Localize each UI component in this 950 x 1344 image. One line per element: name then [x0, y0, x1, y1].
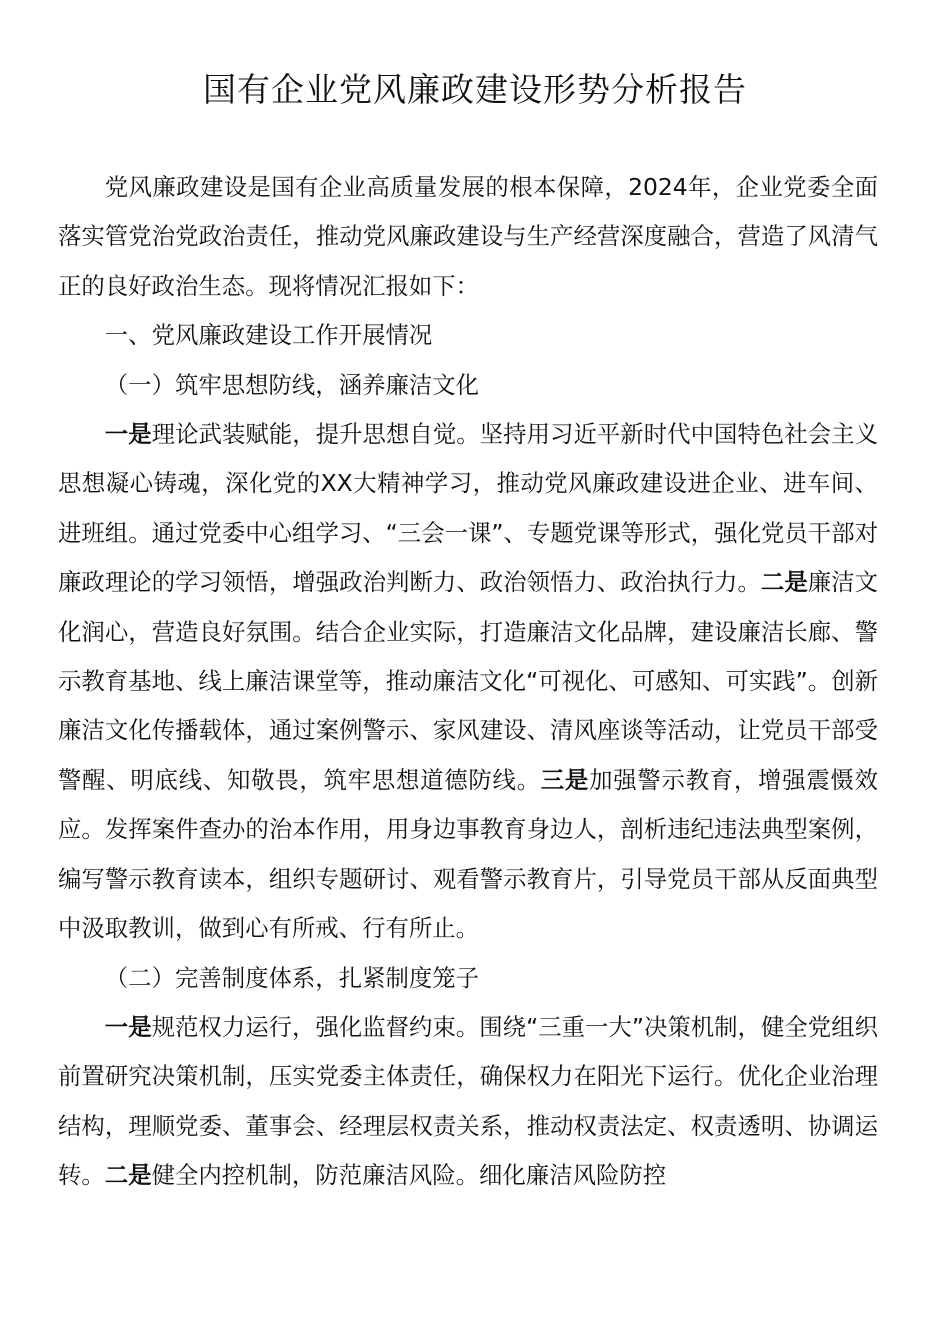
paragraph-text: 加强警示教育，增强震慑效应。发挥案件查办的治本作用，用身边事教育身边人，剖析违纪违法典型案例，编写警示教育读本，组织专题研讨、观看警示教育片，引导党员干部从反面典型中汲取教训，做到心有所戒、行有所止。 — [58, 765, 879, 943]
paragraph-text: 廉洁文化润心，营造良好氛围。结合企业实际，打造廉洁文化品牌，建设廉洁长廊、警示教育基地、线上廉洁课堂等，推动廉洁文化“可视化、可感知、可实践”。创新廉洁文化传播载体，通过案例警示、家风建设、清风座谈等活动，让党员干部受警醒、明底线、知敬畏，筑牢思想道德防线。 — [58, 568, 878, 794]
lead-marker: 一是 — [104, 420, 152, 449]
intro-paragraph: 党风廉政建设是国有企业高质量发展的根本保障，2024年，企业党委全面落实管党治党政治责任，推动党风廉政建设与生产经营深度融合，营造了风清气正的良好政治生态。现将情况汇报如下： — [58, 173, 878, 300]
paragraph-text: 健全内控机制，防范廉洁风险。细化廉洁风险防控 — [151, 1161, 667, 1190]
paragraph-text: 规范权力运行，强化监督约束。围绕“三重一大”决策机制，健全党组织前置研究决策机制，压实党委主体责任，确保权力在阳光下运行。优化企业治理结构，理顺党委、董事会、经理层权责关系，推动权责法定、权责透明、协调运转。 — [58, 1012, 879, 1190]
section-heading-1: 一、党风廉政建设工作开展情况 — [104, 321, 433, 350]
document-body — [58, 163, 878, 1201]
paragraph-text: 理论武装赋能，提升思想自觉。坚持用习近平新时代中国特色社会主义思想凝心铸魂，深化党的XX大精神学习，推动党风廉政建设进企业、进车间、进班组。通过党委中心组学习、“三会一课”、专题党课等形式，强化党员干部对廉政理论的学习领悟，增强政治判断力、政治领悟力、政治执行力。 — [58, 420, 879, 597]
subsection-1-paragraph — [58, 410, 878, 953]
lead-marker: 一是 — [104, 1012, 152, 1041]
lead-marker: 二是 — [760, 568, 808, 597]
lead-marker: 二是 — [104, 1161, 152, 1190]
document-title: 国有企业党风廉政建设形势分析报告 — [203, 70, 747, 109]
subsection-heading-2: （二）完善制度体系，扎紧制度笼子 — [104, 963, 480, 992]
lead-marker: 三是 — [540, 765, 590, 794]
subsection-heading-1: （一）筑牢思想防线，涵养廉洁文化 — [104, 370, 480, 399]
subsection-2-paragraph — [58, 1003, 878, 1201]
